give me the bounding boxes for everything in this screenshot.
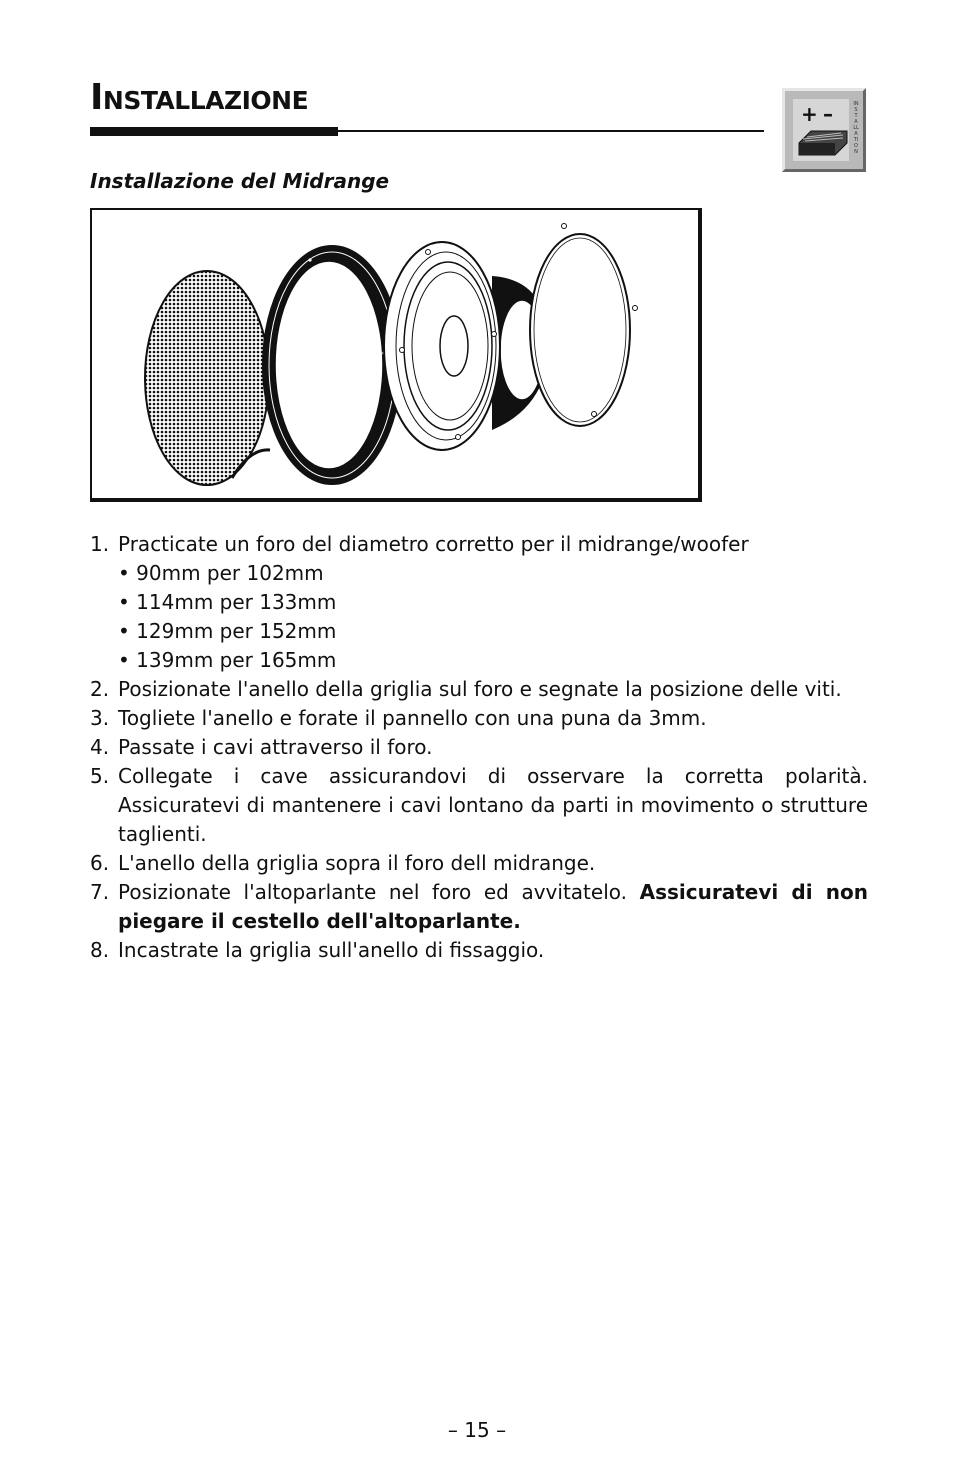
hole-size-list — [118, 559, 868, 675]
step-item — [90, 733, 868, 762]
step-item — [90, 675, 868, 704]
step-number: 2. — [90, 677, 110, 701]
hole-size-item: • 114mm per 133mm — [118, 588, 868, 617]
step-text: Posizionate l'altoparlante nel foro ed avvitatelo. — [118, 880, 640, 904]
hole-size-item: • 129mm per 152mm — [118, 617, 868, 646]
step-text: Practicate un foro del diametro corretto per il midrange/woofer — [118, 532, 749, 556]
tab-caption-vertical: INSTALLATION — [853, 101, 859, 155]
step-number: 4. — [90, 735, 110, 759]
step-warning: Assicuratevi di non piegare il cestello dell'altoparlante. — [118, 880, 868, 933]
installation-steps — [90, 530, 868, 965]
step-number: 1. — [90, 532, 110, 556]
title-rule-thick — [90, 127, 338, 136]
page-number: – 15 – — [447, 1418, 507, 1442]
page-title: Installazione — [90, 77, 309, 118]
step-number: 5. — [90, 764, 110, 788]
midrange-speaker-illustration — [384, 242, 549, 450]
step-item — [90, 762, 868, 849]
title-rule-thin — [338, 130, 764, 132]
hole-size-item: • 139mm per 165mm — [118, 646, 868, 675]
amplifier-icon — [793, 99, 849, 161]
speaker-grille-illustration — [145, 271, 270, 485]
step-item — [90, 849, 868, 878]
hole-size-item: • 90mm per 102mm — [118, 559, 868, 588]
grille-ring-illustration — [262, 245, 402, 485]
step-number: 7. — [90, 880, 110, 904]
step-number: 8. — [90, 938, 110, 962]
step-text: L'anello della griglia sopra il foro dell midrange. — [118, 851, 596, 875]
step-number: 3. — [90, 706, 110, 730]
step-text: Posizionate l'anello della griglia sul foro e segnate la posizione delle viti. — [118, 677, 842, 701]
svg-text:ƒ: ƒ — [328, 457, 332, 467]
step-item — [90, 878, 868, 936]
step-item — [90, 936, 868, 965]
step-item — [90, 530, 868, 675]
step-text: Passate i cavi attraverso il foro. — [118, 735, 433, 759]
midrange-exploded-diagram — [90, 208, 702, 502]
svg-text:+: + — [801, 102, 818, 126]
mounting-gasket-illustration — [530, 224, 638, 427]
section-subtitle: Installazione del Midrange — [90, 169, 390, 193]
step-text: Collegate i cave assicurandovi di osservare la corretta polarità. Assicuratevi di mantenere i cavi lontano da parti in movimento o strutture taglienti. — [118, 764, 868, 846]
installation-section-tab — [782, 88, 866, 172]
step-text: Togliete l'anello e forate il pannello con una puna da 3mm. — [118, 706, 707, 730]
step-item — [90, 704, 868, 733]
step-number: 6. — [90, 851, 110, 875]
svg-text:–: – — [823, 102, 833, 126]
step-text: Incastrate la griglia sull'anello di fissaggio. — [118, 938, 545, 962]
